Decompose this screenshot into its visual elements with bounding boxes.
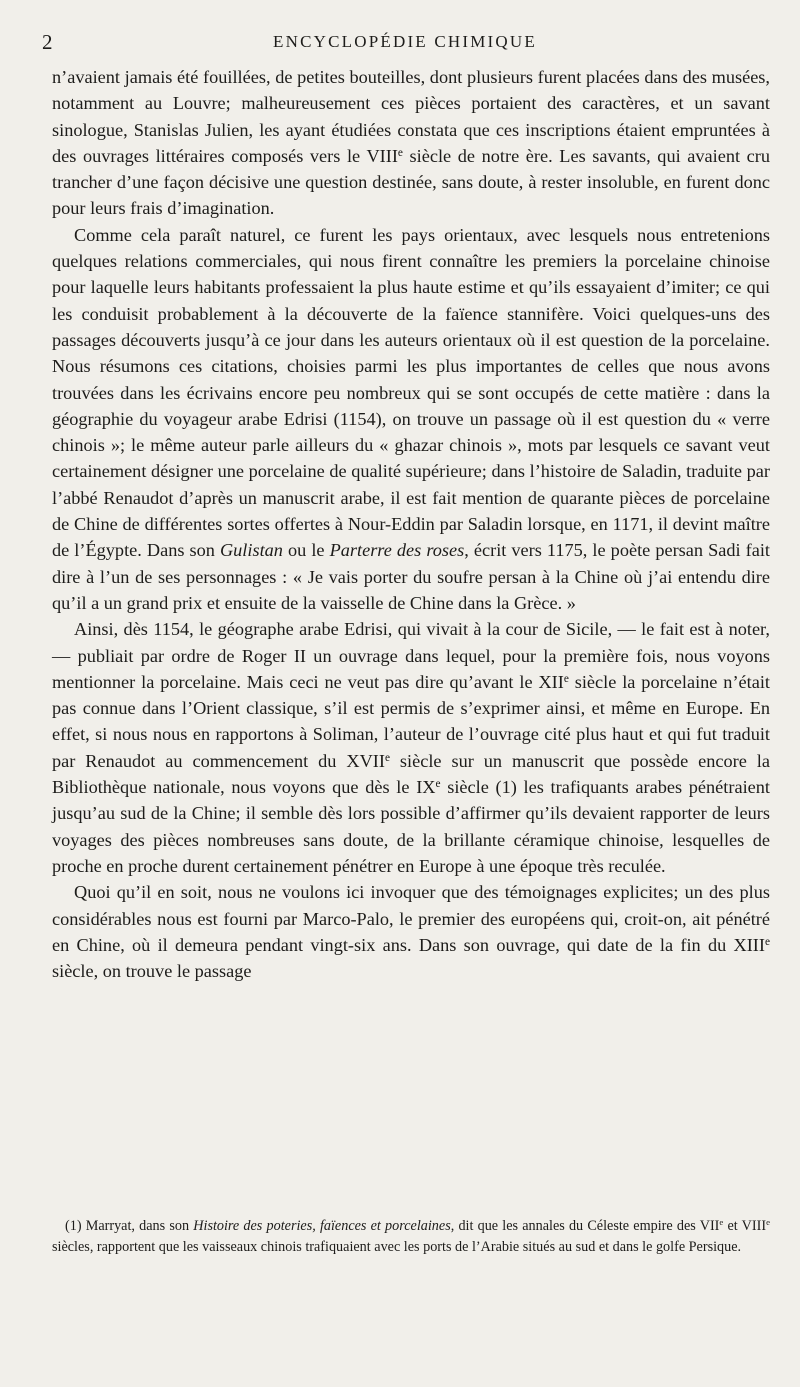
superscript: e bbox=[563, 672, 569, 685]
superscript: e bbox=[719, 1217, 724, 1228]
text-span: siècle (1) les trafiquants arabes pénétraient jusqu’au sud de la Chine; il semble dès lors possible d’affirmer qu’ils devaient rapporter de leurs voyages des pièces nombreuses sans doute, de la brillante céramique chinoise, lesquelles de proche en proche durent certainement pénétrer en Europe à une époque très reculée. bbox=[52, 777, 770, 876]
text-span: siècle sur un manuscrit que possède encore la Bibliothèque nationale, nous voyons que dès le IX bbox=[52, 750, 770, 798]
body-text bbox=[52, 64, 770, 984]
running-head: ENCYCLOPÉDIE CHIMIQUE bbox=[273, 32, 537, 51]
paragraph bbox=[52, 64, 770, 222]
superscript: e bbox=[766, 1217, 770, 1228]
superscript: e bbox=[397, 146, 403, 159]
text-span: Ainsi, dès 1154, le géographe arabe Edrisi, qui vivait à la cour de Sicile, — le fait est à noter, — publiait par ordre de Roger II un ouvrage dans lequel, pour la première fois, nous voyons mentionner la porcelaine. Mais ceci ne veut pas dire qu’avant le XII bbox=[52, 619, 770, 692]
text-span: n’avaient jamais été fouillées, de petites bouteilles, dont plusieurs furent placées dans des musées, notamment au Louvre; malheureusement ces pièces portaient des caractères, et un savant sinologue, Stanislas Julien, les ayant étudiées constata que ces inscriptions étaient empruntées à des ouvrages littéraires composés vers le VIII bbox=[52, 67, 770, 166]
text-span: siècle la porcelaine n’était pas connue dans l’Orient classique, s’il est permis de s’exprimer ainsi, et même en Europe. En effet, si nous nous en rapportons à Soliman, l’auteur de l’ouvrage cité plus haut et qui fut traduit par Renaudot au commencement du XVII bbox=[52, 671, 770, 771]
text-span: , dit que les annales du Céleste empire des VII bbox=[450, 1218, 720, 1234]
text-span: Comme cela paraît naturel, ce furent les pays orientaux, avec lesquels nous entretenions quelques relations commerciales, qui nous firent connaître les premiers la porcelaine chinoise pour laquelle leurs habitants professaient la plus haute estime et qu’ils essayaient d’imiter; ce qui les conduisit probablement à la découverte de la faïence stannifère. Voici quelques-uns des passages découverts jusqu’à ce jour dans les auteurs orientaux où il est question de la porcelaine. Nous résumons ces citations, choisies parmi les plus importantes de celles que nous avons trouvées dans les écrivains encore peu nombreux qui se sont occupés de cette matière : dans la géographie du voyageur arabe Edrisi (1154), on trouve un passage où il est question du « verre chinois »; le même auteur parle ailleurs du « ghazar chinois », mots par lesquels ce savant veut certainement désigner une porcelaine de qualité supérieure; dans l’histoire de Saladin, traduite par l’abbé Renaudot d’après un manuscrit arabe, il est fait mention de quarante pièces de porcelaine de Chine de différentes sortes offertes à Nour-Eddin par Saladin lorsque, en 1171, il devint maître de l’Égypte. Dans son bbox=[52, 224, 770, 561]
paragraph bbox=[52, 879, 770, 984]
text-span: , écrit vers 1175, le poète persan Sadi fait dire à l’un de ses personnages : « Je vais porter du soufre persan à la Chine où j’ai entendu dire qu’il a un grand prix et ensuite de la vaisselle de Chine dans la Grèce. » bbox=[52, 540, 770, 613]
text-span: (1) Marryat, dans son bbox=[65, 1218, 194, 1234]
text-span: siècle, on trouve le passage bbox=[52, 961, 252, 982]
paragraph bbox=[52, 222, 770, 616]
superscript: e bbox=[435, 777, 441, 790]
superscript: e bbox=[764, 935, 770, 948]
text-span: siècles, rapportent que les vaisseaux chinois trafiquaient avec les ports de l’Arabie situés au sud et dans le golfe Persique. bbox=[52, 1238, 742, 1255]
footnotes bbox=[52, 1216, 770, 1257]
italic-text: Parterre des roses bbox=[329, 540, 465, 561]
italic-text: Gulistan bbox=[219, 540, 283, 561]
text-span: ou le bbox=[282, 540, 330, 561]
text-span: Quoi qu’il en soit, nous ne voulons ici invoquer que des témoignages explicites; un des plus considérables nous est fourni par Marco-Palo, le premier des européens qui, croit-on, ait pénétré en Chine, où il demeura pendant vingt-six ans. Dans son ouvrage, qui date de la fin du XIII bbox=[52, 882, 770, 955]
footnote bbox=[52, 1216, 770, 1257]
italic-text: Histoire des poteries, faïences et porcelaines bbox=[193, 1218, 451, 1234]
page-number: 2 bbox=[42, 30, 53, 54]
text-span: et VIII bbox=[723, 1218, 767, 1234]
paragraph bbox=[52, 616, 770, 879]
text-span: siècle de notre ère. Les savants, qui avaient cru trancher d’une façon décisive une question destinée, sans doute, à rester insoluble, en furent donc pour leurs frais d’imagination. bbox=[52, 145, 770, 219]
superscript: e bbox=[384, 751, 390, 764]
page-header bbox=[42, 30, 768, 58]
